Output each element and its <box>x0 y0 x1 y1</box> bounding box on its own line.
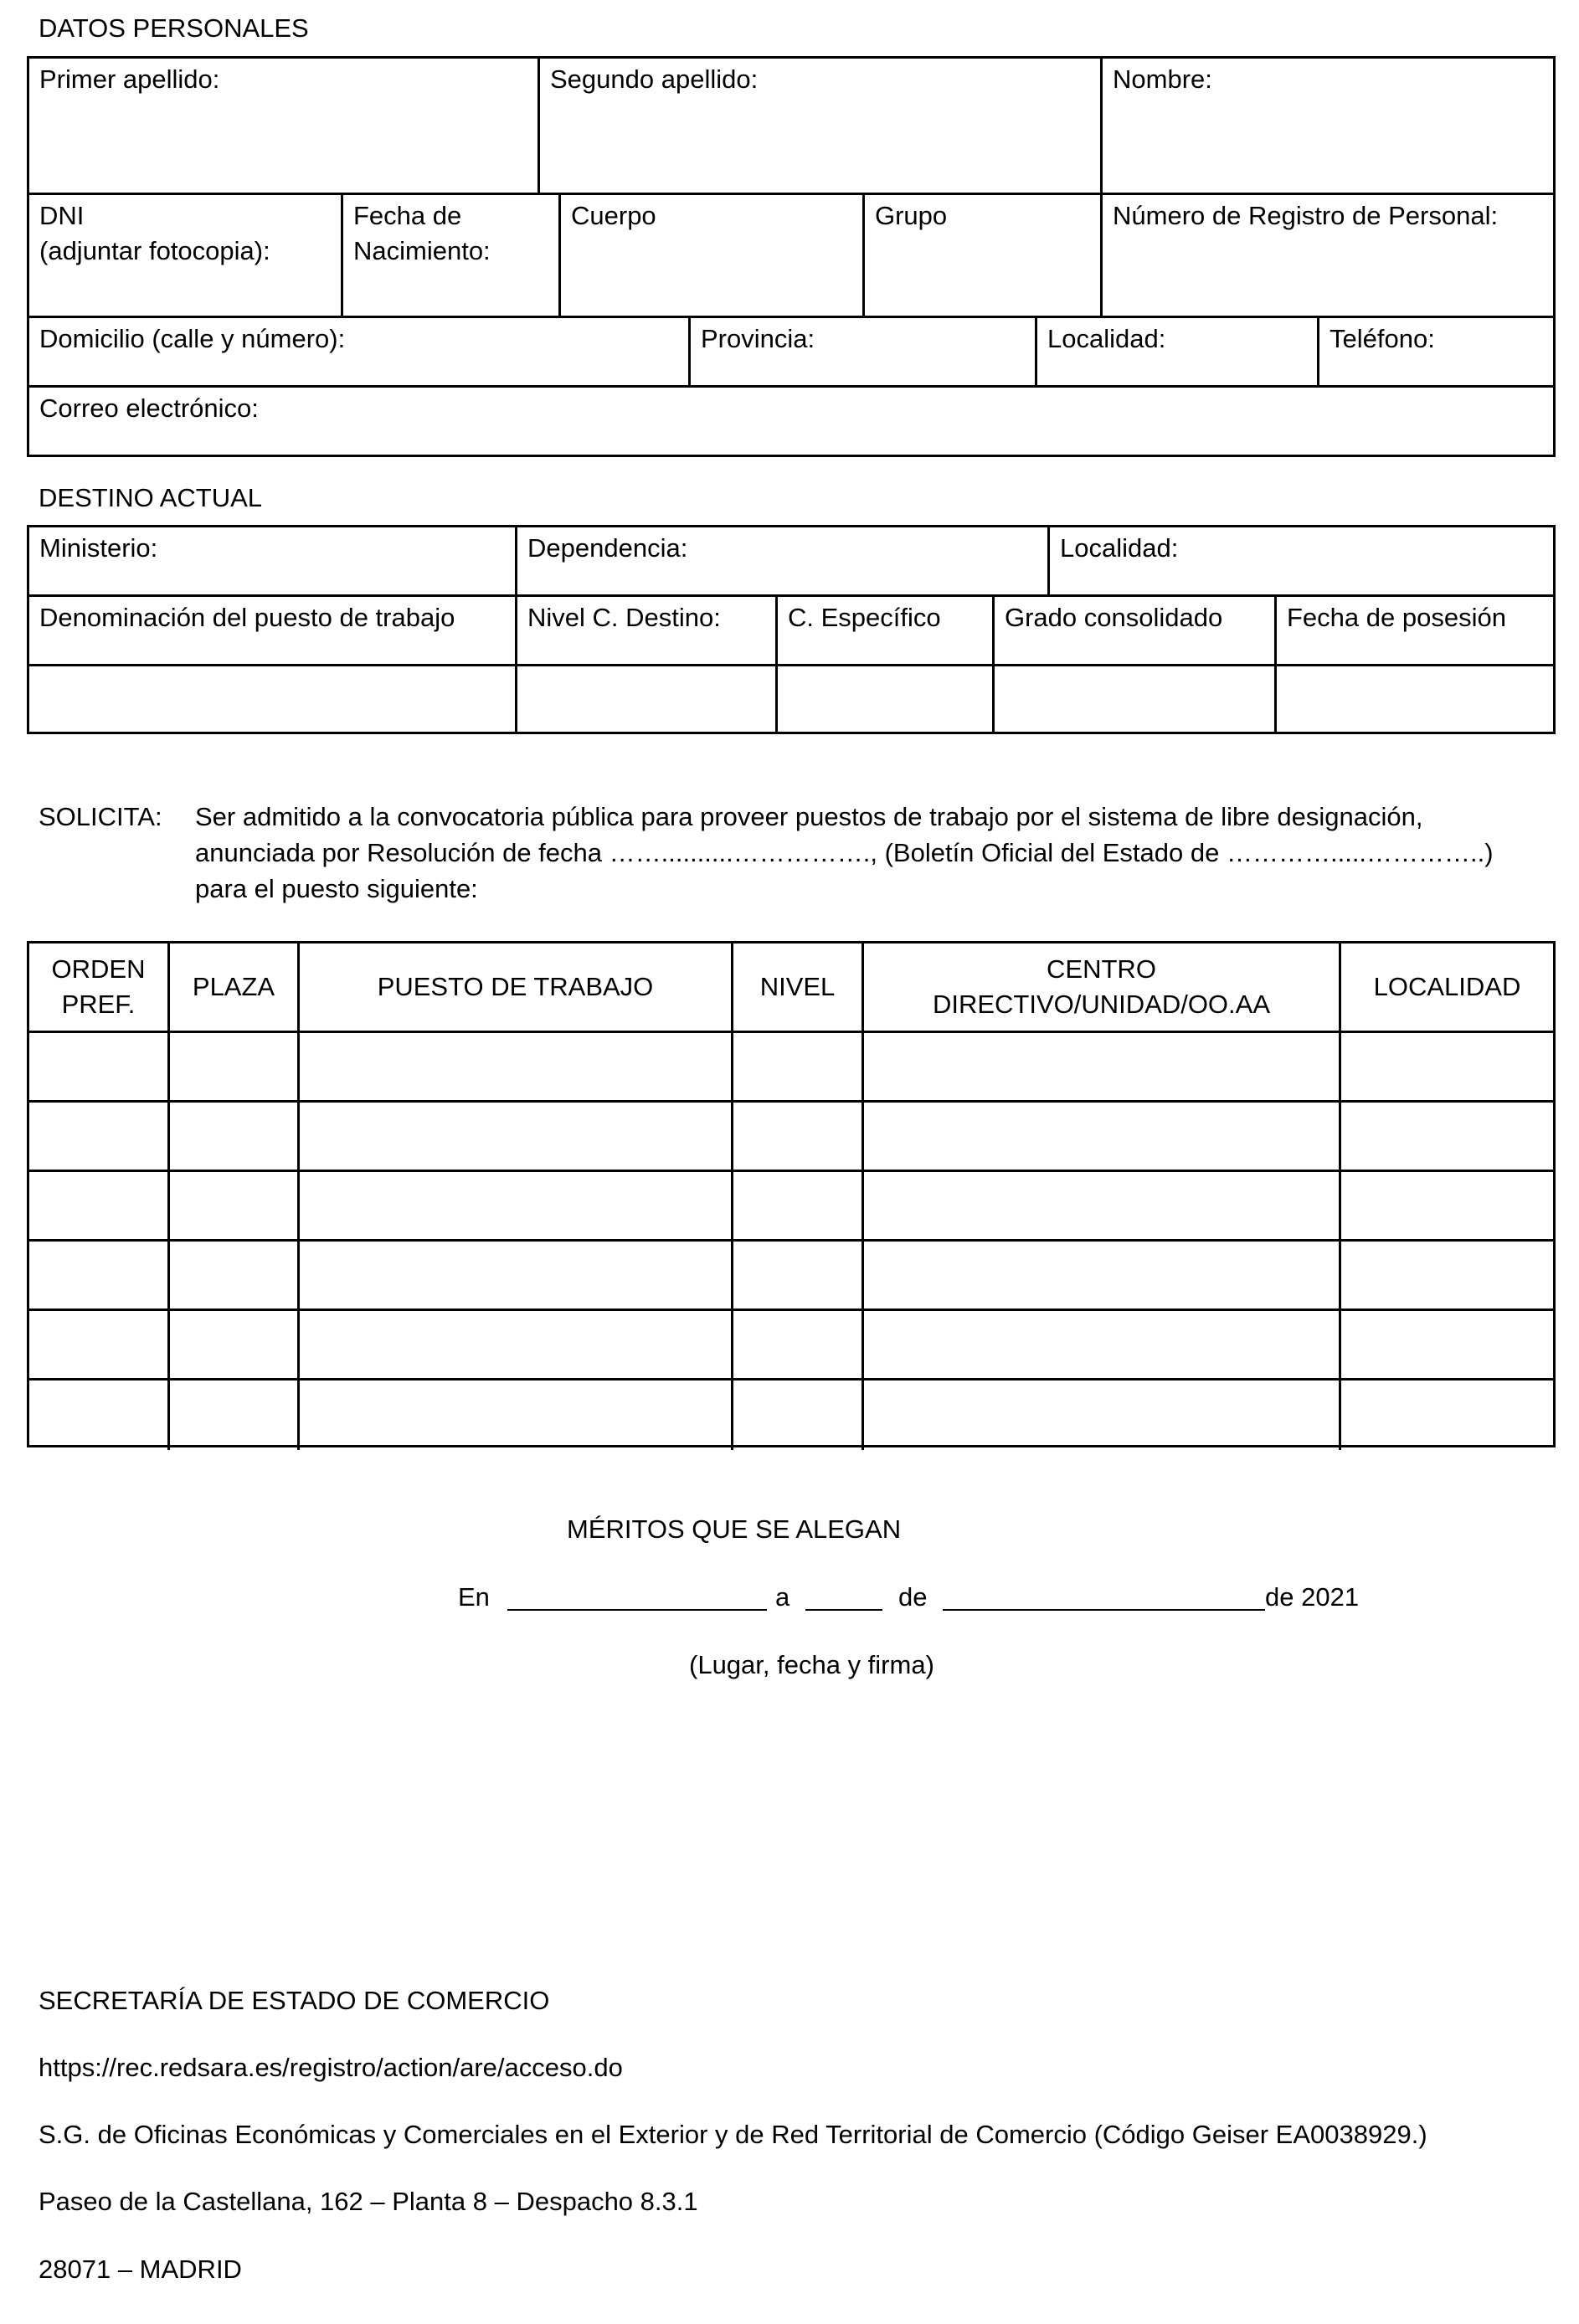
table-row <box>29 1103 1553 1172</box>
nivel-destino-label: Nivel C. Destino: <box>527 603 721 632</box>
header-nivel: NIVEL <box>733 943 864 1033</box>
cell-puesto[interactable] <box>300 1242 733 1311</box>
provincia-label: Provincia: <box>701 324 815 353</box>
nrp-field[interactable] <box>1103 195 1553 318</box>
primer-apellido-label: Primer apellido: <box>39 64 220 94</box>
telefono-field[interactable] <box>1319 318 1553 388</box>
cell-nivel[interactable] <box>733 1172 864 1242</box>
segundo-apellido-label: Segundo apellido: <box>550 64 759 94</box>
cell-localidad[interactable] <box>1341 1311 1553 1381</box>
nivel-destino-input[interactable] <box>517 666 778 732</box>
cell-plaza[interactable] <box>170 1033 300 1103</box>
cell-puesto[interactable] <box>300 1033 733 1103</box>
cell-nivel[interactable] <box>733 1311 864 1381</box>
c-especifico-input[interactable] <box>778 666 995 732</box>
cell-plaza[interactable] <box>170 1311 300 1381</box>
dependencia-field[interactable] <box>517 527 1050 597</box>
grupo-field[interactable] <box>865 195 1103 318</box>
cell-plaza[interactable] <box>170 1103 300 1172</box>
header-plaza: PLAZA <box>170 943 300 1033</box>
cell-centro[interactable] <box>864 1103 1341 1172</box>
domicilio-label: Domicilio (calle y número): <box>39 324 346 353</box>
cell-centro[interactable] <box>864 1172 1341 1242</box>
cell-orden[interactable] <box>29 1242 170 1311</box>
c-especifico-label: C. Específico <box>788 603 941 632</box>
cell-localidad[interactable] <box>1341 1172 1553 1242</box>
table-row <box>29 1172 1553 1242</box>
ministerio-field[interactable] <box>29 527 517 597</box>
table-row <box>29 1311 1553 1381</box>
cell-centro[interactable] <box>864 1311 1341 1381</box>
destino-localidad-field[interactable] <box>1050 527 1553 597</box>
cell-centro[interactable] <box>864 1242 1341 1311</box>
footer-secretaria: SECRETARÍA DE ESTADO DE COMERCIO <box>39 1986 550 2015</box>
cell-plaza[interactable] <box>170 1242 300 1311</box>
cell-puesto[interactable] <box>300 1172 733 1242</box>
cell-centro[interactable] <box>864 1381 1341 1450</box>
cell-plaza[interactable] <box>170 1381 300 1450</box>
nombre-field[interactable] <box>1103 59 1553 195</box>
meritos-title: MÉRITOS QUE SE ALEGAN <box>567 1514 902 1544</box>
footer-cp: 28071 – MADRID <box>39 2255 242 2284</box>
fecha-posesion-input[interactable] <box>1277 666 1553 732</box>
footer-sg: S.G. de Oficinas Económicas y Comerciales en el Exterior y de Red Territorial de Comercio (Código Geiser EA0038929.) <box>39 2120 1427 2149</box>
fecha-nacimiento-field[interactable] <box>343 195 561 318</box>
puestos-header-row <box>29 943 1553 1033</box>
grado-label: Grado consolidado <box>1005 603 1223 632</box>
dia-a-label: a <box>775 1582 790 1612</box>
grupo-label: Grupo <box>875 201 948 230</box>
fecha-posesion-label: Fecha de posesión <box>1287 603 1506 632</box>
footer-direccion: Paseo de la Castellana, 162 – Planta 8 – Despacho 8.3.1 <box>39 2187 698 2216</box>
year-label: de 2021 <box>1265 1582 1360 1612</box>
segundo-apellido-field[interactable] <box>540 59 1103 195</box>
datos-personales-grid <box>27 56 1556 457</box>
cell-plaza[interactable] <box>170 1172 300 1242</box>
header-centro: CENTRO DIRECTIVO/UNIDAD/OO.AA <box>864 943 1341 1033</box>
cell-localidad[interactable] <box>1341 1103 1553 1172</box>
dni-label: DNI (adjuntar fotocopia): <box>39 201 270 265</box>
telefono-label: Teléfono: <box>1330 324 1435 353</box>
table-row <box>29 1033 1553 1103</box>
provincia-field[interactable] <box>691 318 1037 388</box>
grado-header <box>995 597 1277 666</box>
dependencia-label: Dependencia: <box>527 533 688 563</box>
cell-localidad[interactable] <box>1341 1381 1553 1450</box>
solicita-label: SOLICITA: <box>39 802 162 831</box>
cell-nivel[interactable] <box>733 1103 864 1172</box>
solicita-line-3: para el puesto siguiente: <box>195 874 478 903</box>
header-orden: ORDEN PREF. <box>29 943 170 1033</box>
denominacion-header <box>29 597 517 666</box>
dni-field[interactable] <box>29 195 343 318</box>
domicilio-field[interactable] <box>29 318 691 388</box>
cell-centro[interactable] <box>864 1033 1341 1103</box>
destino-actual-title: DESTINO ACTUAL <box>39 483 262 512</box>
cell-puesto[interactable] <box>300 1311 733 1381</box>
table-row <box>29 1381 1553 1450</box>
cell-orden[interactable] <box>29 1033 170 1103</box>
cell-localidad[interactable] <box>1341 1242 1553 1311</box>
c-especifico-header <box>778 597 995 666</box>
dia-blank[interactable] <box>805 1609 882 1611</box>
cell-puesto[interactable] <box>300 1381 733 1450</box>
solicita-line-1: Ser admitido a la convocatoria pública para proveer puestos de trabajo por el sistema de libre designación, <box>195 802 1423 831</box>
cell-puesto[interactable] <box>300 1103 733 1172</box>
solicita-line-2: anunciada por Resolución de fecha ……..........……………., (Boletín Oficial del Estado de ………….....…………..) <box>195 838 1494 867</box>
primer-apellido-field[interactable] <box>29 59 540 195</box>
correo-label: Correo electrónico: <box>39 393 259 423</box>
cuerpo-field[interactable] <box>561 195 865 318</box>
footer-url[interactable]: https://rec.redsara.es/registro/action/are/acceso.do <box>39 2053 623 2082</box>
nombre-label: Nombre: <box>1113 64 1212 94</box>
cell-localidad[interactable] <box>1341 1033 1553 1103</box>
denominacion-label: Denominación del puesto de trabajo <box>39 603 455 632</box>
cuerpo-label: Cuerpo <box>571 201 656 230</box>
nrp-label: Número de Registro de Personal: <box>1113 201 1499 230</box>
lugar-blank[interactable] <box>507 1609 767 1611</box>
datos-personales-title: DATOS PERSONALES <box>39 13 309 43</box>
cell-orden[interactable] <box>29 1103 170 1172</box>
localidad-label: Localidad: <box>1047 324 1166 353</box>
cell-orden[interactable] <box>29 1311 170 1381</box>
mes-de-label: de <box>898 1582 928 1612</box>
mes-blank[interactable] <box>943 1609 1265 1611</box>
correo-field[interactable] <box>29 388 1553 455</box>
denominacion-input[interactable] <box>29 666 517 732</box>
firma-caption: (Lugar, fecha y firma) <box>689 1650 934 1679</box>
destino-actual-grid <box>27 525 1556 734</box>
header-puesto: PUESTO DE TRABAJO <box>300 943 733 1033</box>
destino-localidad-label: Localidad: <box>1060 533 1179 563</box>
lugar-en-label: En <box>458 1582 490 1612</box>
cell-orden[interactable] <box>29 1172 170 1242</box>
fecha-nacimiento-label: Fecha de Nacimiento: <box>353 201 491 265</box>
cell-nivel[interactable] <box>733 1381 864 1450</box>
cell-nivel[interactable] <box>733 1242 864 1311</box>
grado-input[interactable] <box>995 666 1277 732</box>
nivel-destino-header <box>517 597 778 666</box>
localidad-field[interactable] <box>1037 318 1319 388</box>
table-row <box>29 1242 1553 1311</box>
cell-nivel[interactable] <box>733 1033 864 1103</box>
puestos-table <box>27 941 1556 1447</box>
ministerio-label: Ministerio: <box>39 533 158 563</box>
cell-orden[interactable] <box>29 1381 170 1450</box>
header-localidad: LOCALIDAD <box>1341 943 1553 1033</box>
fecha-posesion-header <box>1277 597 1553 666</box>
